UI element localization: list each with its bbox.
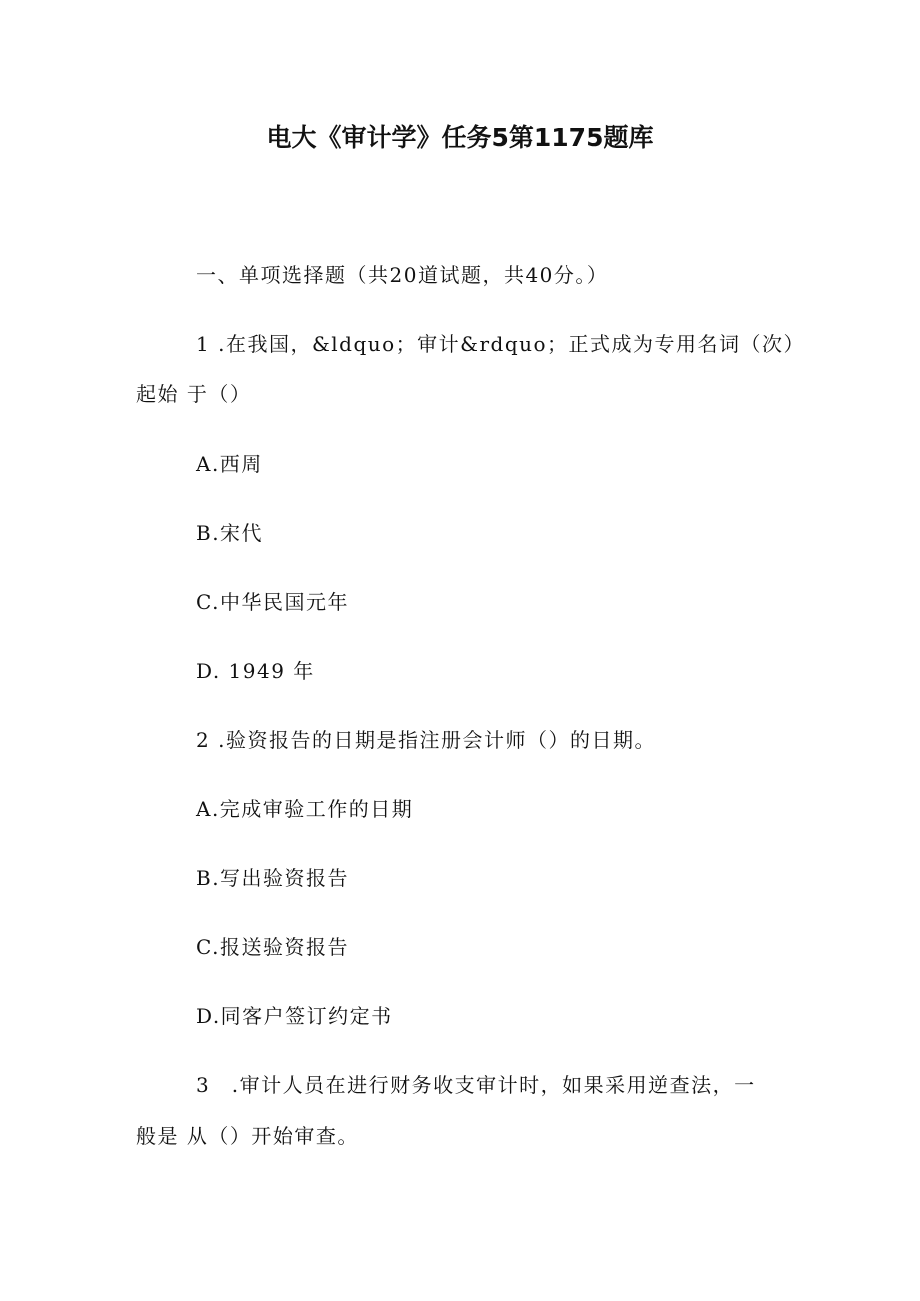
question-1-line-2: 起始 于（） [136,382,252,406]
question-1-option-d: D. 1949 年 [196,659,315,683]
question-2-option-c: C.报送验资报告 [196,935,349,959]
question-2-option-a: A.完成审验工作的日期 [196,797,414,821]
question-2-option-d: D.同客户签订约定书 [196,1004,393,1028]
document-title: 电大《审计学》任务5第1175题库 [266,123,654,152]
question-1-option-c: C.中华民国元年 [196,590,349,614]
question-1-line-1: 1 .在我国，&ldquo；审计&rdquo；正式成为专用名词（次） [196,332,806,356]
question-1-option-b: B.宋代 [196,521,264,545]
question-1-option-a: A.西周 [196,452,263,476]
section-heading: 一、单项选择题（共20道试题，共40分。） [196,263,609,287]
question-2-option-b: B.写出验资报告 [196,866,350,890]
question-3-line-2: 般是 从（）开始审查。 [136,1124,359,1148]
question-3-line-1: 3 .审计人员在进行财务收支审计时，如果采用逆查法，一 [196,1073,756,1097]
question-2-line-1: 2 .验资报告的日期是指注册会计师（）的日期。 [196,728,656,752]
